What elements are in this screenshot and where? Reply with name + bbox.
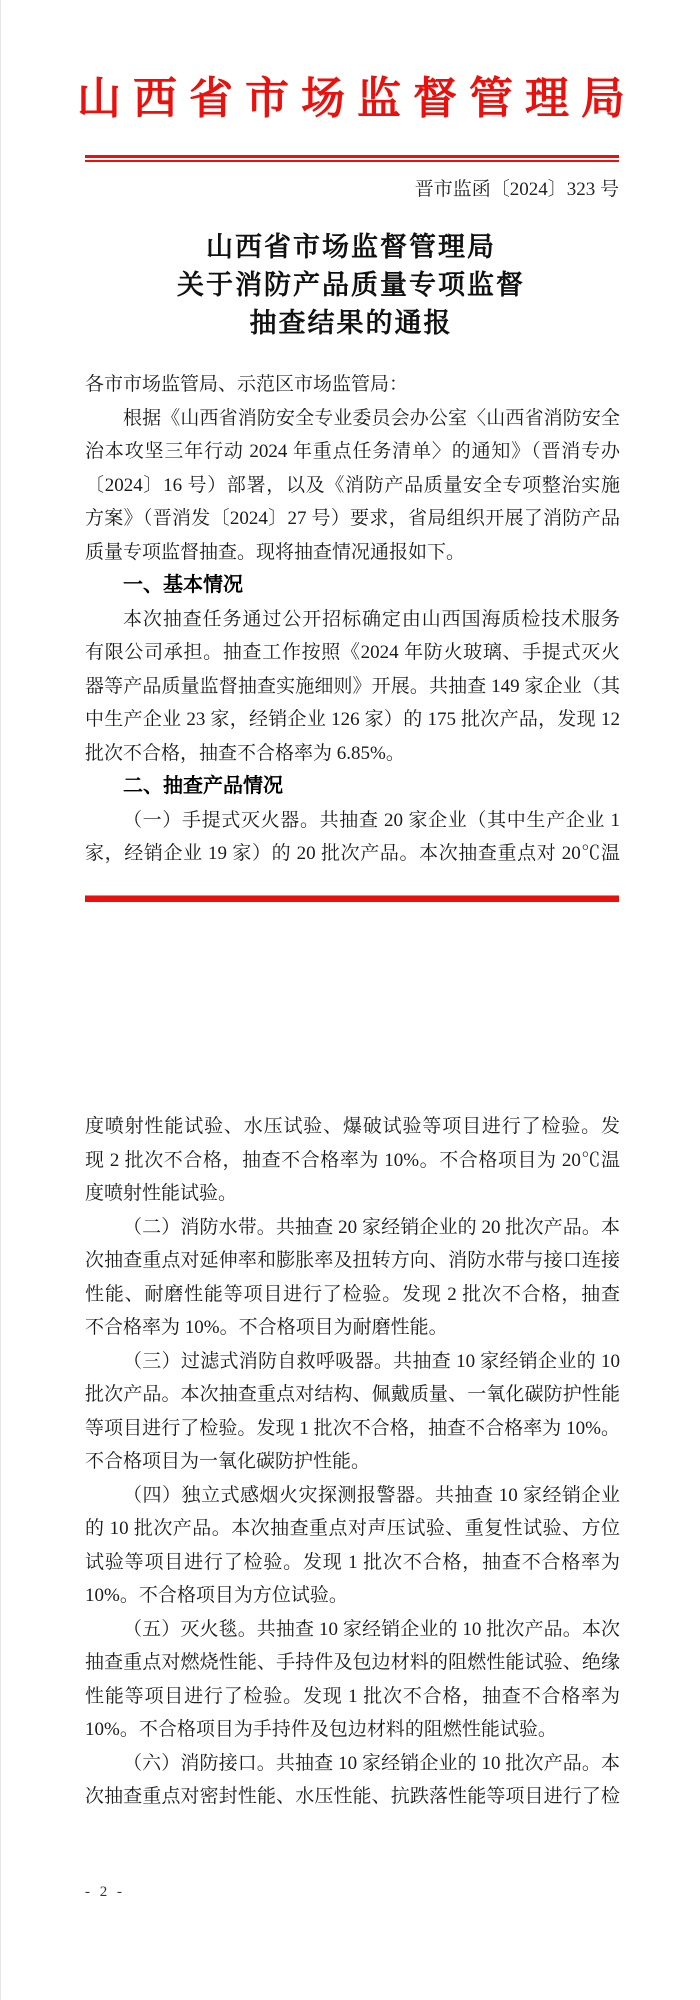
document-title-line: 抽查结果的通报 <box>249 308 453 338</box>
document-number: 晋市监函〔2024〕323 号 <box>414 179 619 200</box>
body-line: 根据《山西省消防安全专业委员会办公室〈山西省消防安全 <box>123 407 620 429</box>
body-line: 抽查重点对燃烧性能、手持件及包边材料的阻燃性能试验、绝缘 <box>85 1652 620 1673</box>
body-line: 10%。不合格项目为方位试验。 <box>85 1585 348 1606</box>
document-title-line: 关于消防产品质量专项监督 <box>177 270 525 300</box>
body-line: 批次产品。本次抽查重点对结构、佩戴质量、一氧化碳防护性能 <box>85 1384 620 1405</box>
body-line: 不合格项目为一氧化碳防护性能。 <box>85 1451 371 1472</box>
body-line: 有限公司承担。抽查工作按照《2024 年防火玻璃、手提式灭火 <box>85 642 620 663</box>
body-line: （五）灭火毯。共抽查 10 家经销企业的 10 批次产品。本次 <box>123 1618 620 1640</box>
body-line: 质量专项监督抽查。现将抽查情况通报如下。 <box>85 541 466 563</box>
page-number: - 2 - <box>85 1884 125 1900</box>
body-line: 度喷射性能试验、水压试验、爆破试验等项目进行了检验。发 <box>85 1116 620 1137</box>
body-line: 现 2 批次不合格，抽查不合格率为 10%。不合格项目为 20℃温 <box>85 1149 620 1171</box>
page-separator-rule <box>85 895 619 902</box>
body-line: 本次抽查任务通过公开招标确定由山西国海质检技术服务 <box>123 608 620 630</box>
body-line: 治本攻坚三年行动 2024 年重点任务清单〉的通知》（晋消专办 <box>85 441 620 462</box>
body-line: 一、基本情况 <box>123 574 243 596</box>
body-line: 的 10 批次产品。本次抽查重点对声压试验、重复性试验、方位 <box>85 1518 620 1539</box>
document-title-line: 山西省市场监督管理局 <box>206 232 496 262</box>
body-line: （三）过滤式消防自救呼吸器。共抽查 10 家经销企业的 10 <box>123 1350 620 1372</box>
body-line: （二）消防水带。共抽查 20 家经销企业的 20 批次产品。本 <box>123 1216 620 1238</box>
document-title <box>1 228 700 342</box>
body-line: （一）手提式灭火器。共抽查 20 家企业（其中生产企业 1 <box>123 809 620 831</box>
agency-header-title: 山西省市场监督管理局 <box>77 74 637 123</box>
body-line: 家，经销企业 19 家）的 20 批次产品。本次抽查重点对 20℃温 <box>85 843 620 864</box>
body-line: 不合格率为 10%。不合格项目为耐磨性能。 <box>85 1317 448 1338</box>
body-line: 性能等项目进行了检验。发现 1 批次不合格，抽查不合格率为 <box>85 1685 620 1707</box>
header-double-rule <box>85 155 619 162</box>
body-line: 次抽查重点对密封性能、水压性能、抗跌落性能等项目进行了检 <box>85 1786 620 1807</box>
page1-body <box>85 368 620 871</box>
page2-body <box>85 1110 620 1814</box>
body-line: （六）消防接口。共抽查 10 家经销企业的 10 批次产品。本 <box>123 1752 620 1774</box>
body-line: 〔2024〕16 号）部署，以及《消防产品质量安全专项整治实施 <box>85 474 620 496</box>
body-line: 器等产品质量监督抽查实施细则》开展。共抽查 149 家企业（其 <box>85 675 620 697</box>
body-line: 二、抽查产品情况 <box>123 775 283 797</box>
body-line: 等项目进行了检验。发现 1 批次不合格，抽查不合格率为 10%。 <box>85 1417 620 1439</box>
body-line: 各市市场监管局、示范区市场监管局： <box>85 374 409 395</box>
body-line: 中生产企业 23 家，经销企业 126 家）的 175 批次产品，发现 12 <box>85 709 620 730</box>
body-line: （四）独立式感烟火灾探测报警器。共抽查 10 家经销企业 <box>123 1484 620 1506</box>
body-line: 试验等项目进行了检验。发现 1 批次不合格，抽查不合格率为 <box>85 1551 620 1573</box>
body-line: 10%。不合格项目为手持件及包边材料的阻燃性能试验。 <box>85 1719 557 1740</box>
body-line: 批次不合格，抽查不合格率为 6.85%。 <box>85 742 405 764</box>
body-line: 度喷射性能试验。 <box>85 1183 238 1204</box>
body-line: 次抽查重点对延伸率和膨胀率及扭转方向、消防水带与接口连接 <box>85 1250 620 1271</box>
body-line: 方案》（晋消发〔2024〕27 号）要求，省局组织开展了消防产品 <box>85 508 620 529</box>
body-line: 性能、耐磨性能等项目进行了检验。发现 2 批次不合格，抽查 <box>85 1283 620 1305</box>
